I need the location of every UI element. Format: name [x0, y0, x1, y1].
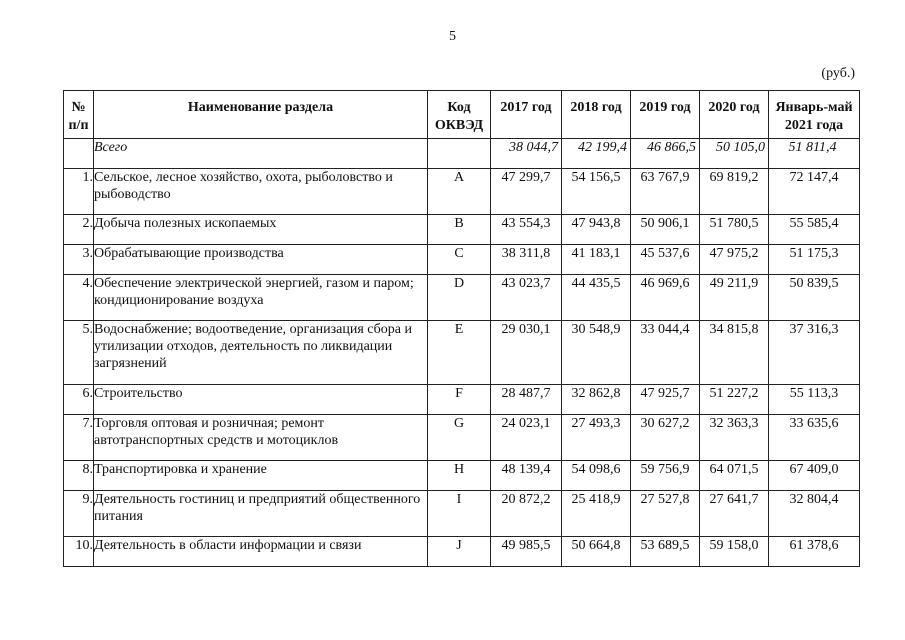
total-2021: 51 811,4: [769, 139, 860, 169]
row-2017: 24 023,1: [491, 415, 562, 461]
row-2019: 50 906,1: [631, 215, 700, 245]
row-code: C: [428, 245, 491, 275]
row-2020: 49 211,9: [700, 275, 769, 321]
row-2017: 28 487,7: [491, 385, 562, 415]
row-2018: 54 098,6: [562, 461, 631, 491]
table-row: [64, 491, 860, 537]
row-2021: 55 113,3: [769, 385, 860, 415]
row-num: 2.: [64, 215, 94, 245]
header-num: № п/п: [64, 91, 94, 139]
row-2017: 20 872,2: [491, 491, 562, 537]
row-num: 10.: [64, 537, 94, 567]
row-num: 1.: [64, 169, 94, 215]
row-2021: 51 175,3: [769, 245, 860, 275]
total-row: [64, 139, 860, 169]
row-2019: 59 756,9: [631, 461, 700, 491]
row-2018: 30 548,9: [562, 321, 631, 385]
row-2020: 47 975,2: [700, 245, 769, 275]
row-code: F: [428, 385, 491, 415]
header-2019: 2019 год: [631, 91, 700, 139]
row-2020: 51 780,5: [700, 215, 769, 245]
row-num: 9.: [64, 491, 94, 537]
total-name: Всего: [94, 139, 428, 169]
row-code: G: [428, 415, 491, 461]
total-2019: 46 866,5: [631, 139, 700, 169]
table-row: [64, 215, 860, 245]
table-row: [64, 245, 860, 275]
row-2017: 43 023,7: [491, 275, 562, 321]
row-name: Торговля оптовая и розничная; ремонт автотранспортных средств и мотоциклов: [94, 415, 428, 461]
row-2018: 47 943,8: [562, 215, 631, 245]
row-name: Обеспечение электрической энергией, газом и паром; кондиционирование воздуха: [94, 275, 428, 321]
wages-table: [63, 90, 860, 567]
row-2021: 50 839,5: [769, 275, 860, 321]
row-2019: 45 537,6: [631, 245, 700, 275]
row-code: E: [428, 321, 491, 385]
header-code: Код ОКВЭД: [428, 91, 491, 139]
row-code: B: [428, 215, 491, 245]
row-2021: 67 409,0: [769, 461, 860, 491]
row-2019: 30 627,2: [631, 415, 700, 461]
row-2018: 50 664,8: [562, 537, 631, 567]
row-2019: 33 044,4: [631, 321, 700, 385]
header-name: Наименование раздела: [94, 91, 428, 139]
row-2020: 64 071,5: [700, 461, 769, 491]
header-row: [64, 91, 860, 139]
header-2018: 2018 год: [562, 91, 631, 139]
header-2017: 2017 год: [491, 91, 562, 139]
row-2018: 44 435,5: [562, 275, 631, 321]
header-2021: Январь-май 2021 года: [769, 91, 860, 139]
row-2018: 32 862,8: [562, 385, 631, 415]
row-num: 4.: [64, 275, 94, 321]
row-name: Водоснабжение; водоотведение, организация сбора и утилизации отходов, деятельность по ликвидации загрязнений: [94, 321, 428, 385]
row-2021: 37 316,3: [769, 321, 860, 385]
row-2021: 61 378,6: [769, 537, 860, 567]
header-2020: 2020 год: [700, 91, 769, 139]
row-code: I: [428, 491, 491, 537]
row-2020: 32 363,3: [700, 415, 769, 461]
row-2019: 46 969,6: [631, 275, 700, 321]
table-row: [64, 385, 860, 415]
row-2017: 49 985,5: [491, 537, 562, 567]
row-name: Добыча полезных ископаемых: [94, 215, 428, 245]
row-2018: 27 493,3: [562, 415, 631, 461]
row-2021: 33 635,6: [769, 415, 860, 461]
unit-label: (руб.): [821, 66, 855, 81]
row-num: 3.: [64, 245, 94, 275]
row-2021: 55 585,4: [769, 215, 860, 245]
row-2020: 27 641,7: [700, 491, 769, 537]
row-2017: 47 299,7: [491, 169, 562, 215]
row-2020: 51 227,2: [700, 385, 769, 415]
row-2017: 43 554,3: [491, 215, 562, 245]
row-2020: 59 158,0: [700, 537, 769, 567]
row-2019: 53 689,5: [631, 537, 700, 567]
table-row: [64, 169, 860, 215]
row-num: 6.: [64, 385, 94, 415]
row-2017: 38 311,8: [491, 245, 562, 275]
table-row: [64, 321, 860, 385]
row-num: 7.: [64, 415, 94, 461]
row-name: Строительство: [94, 385, 428, 415]
row-name: Обрабатывающие производства: [94, 245, 428, 275]
row-2019: 27 527,8: [631, 491, 700, 537]
table-row: [64, 537, 860, 567]
row-2019: 63 767,9: [631, 169, 700, 215]
row-2021: 72 147,4: [769, 169, 860, 215]
row-num: 8.: [64, 461, 94, 491]
row-2019: 47 925,7: [631, 385, 700, 415]
total-2017: 38 044,7: [491, 139, 562, 169]
row-2018: 25 418,9: [562, 491, 631, 537]
row-2017: 48 139,4: [491, 461, 562, 491]
row-name: Деятельность в области информации и связи: [94, 537, 428, 567]
row-code: D: [428, 275, 491, 321]
table-row: [64, 275, 860, 321]
row-2018: 54 156,5: [562, 169, 631, 215]
page-number: 5: [449, 29, 456, 44]
total-code-cell: [428, 139, 491, 169]
row-2020: 69 819,2: [700, 169, 769, 215]
table-row: [64, 415, 860, 461]
row-2017: 29 030,1: [491, 321, 562, 385]
row-code: A: [428, 169, 491, 215]
row-num: 5.: [64, 321, 94, 385]
total-num-cell: [64, 139, 94, 169]
table-row: [64, 461, 860, 491]
row-2018: 41 183,1: [562, 245, 631, 275]
total-2018: 42 199,4: [562, 139, 631, 169]
row-code: H: [428, 461, 491, 491]
row-2020: 34 815,8: [700, 321, 769, 385]
row-name: Сельское, лесное хозяйство, охота, рыболовство и рыбоводство: [94, 169, 428, 215]
row-2021: 32 804,4: [769, 491, 860, 537]
row-name: Деятельность гостиниц и предприятий общественного питания: [94, 491, 428, 537]
total-2020: 50 105,0: [700, 139, 769, 169]
row-name: Транспортировка и хранение: [94, 461, 428, 491]
row-code: J: [428, 537, 491, 567]
